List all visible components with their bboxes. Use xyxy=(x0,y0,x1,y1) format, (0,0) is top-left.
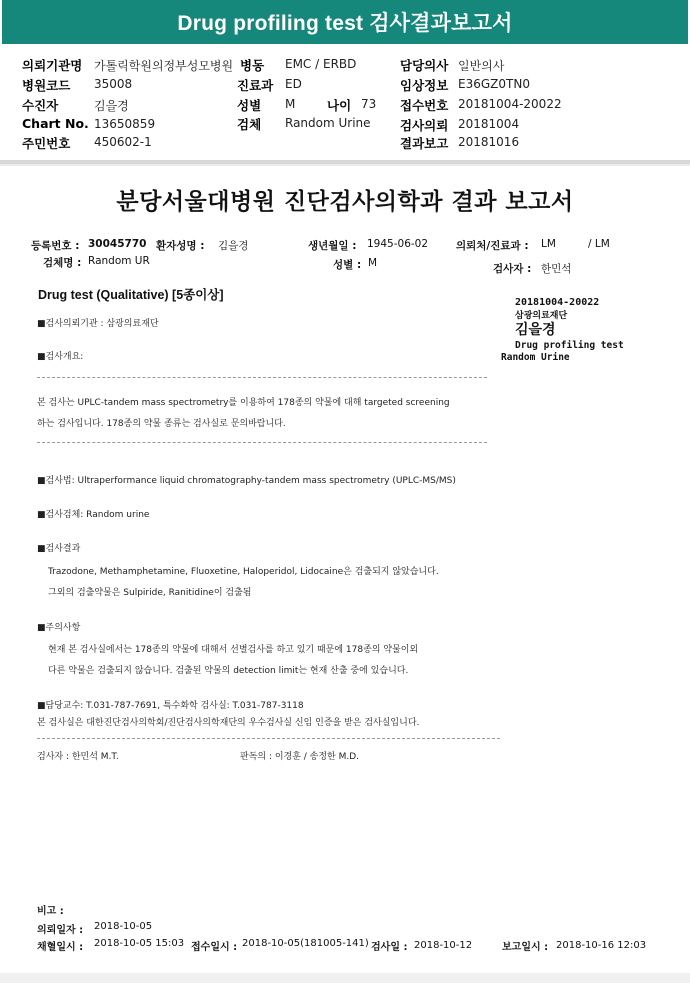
overview-heading: ■검사개요: xyxy=(37,352,84,362)
sex-label: 성별 xyxy=(237,98,262,113)
department-label: 진료과 xyxy=(237,78,274,93)
section-title: Drug test (Qualitative) [5종이상] xyxy=(38,288,224,302)
resident-no-label: 주민번호 xyxy=(22,136,71,151)
result-line-2: 그외의 검출약물은 Sulpiride, Ranitidine이 검출됨 xyxy=(48,588,252,598)
patient-name-label: 수진자 xyxy=(22,98,59,113)
doctor-label: 담당의사 xyxy=(400,58,449,73)
dashed-rule xyxy=(37,738,500,739)
bottom-strip xyxy=(0,973,690,983)
test-date-value: 2018-10-12 xyxy=(414,940,473,951)
specimen-name-label: 검체명 : xyxy=(43,257,82,269)
dob-label: 생년월일 : xyxy=(308,240,357,252)
clinical-info-label: 임상정보 xyxy=(400,78,449,93)
report-date-label: 결과보고 xyxy=(400,136,449,151)
notice-heading: ■주의사항 xyxy=(37,623,81,633)
signer-examiner: 검사자 : 한민석 M.T. xyxy=(37,752,119,762)
page-title: Drug profiling test 검사결과보고서 xyxy=(177,12,513,35)
patient-name-label-2: 환자성명 : xyxy=(156,240,205,252)
request-date-label: 검사의뢰 xyxy=(400,118,449,133)
sample-label: 검체 xyxy=(237,117,262,132)
specimen-sticker xyxy=(501,292,655,370)
notice-line-2: 다른 약물은 검출되지 않습니다. 검출된 약물의 detection limit는 현재 산출 중에 있습니다. xyxy=(48,666,409,676)
note-label: 비고 : xyxy=(37,906,64,917)
result-line-1: Trazodone, Methamphetamine, Fluoxetine, Haloperidol, Lidocaine은 검출되지 않았습니다. xyxy=(48,567,439,577)
method-line: ■검사법: Ultraperformance liquid chromatography-tandem mass spectrometry (UPLC-MS/MS) xyxy=(37,476,456,486)
dashed-rule xyxy=(37,377,487,378)
sticker-specimen: Random Urine xyxy=(501,352,570,363)
receipt-no-value: 20181004-20022 xyxy=(458,97,562,111)
age-value: 73 xyxy=(361,97,377,111)
sex-value-2: M xyxy=(368,257,378,269)
agency-value: 가톨릭학원의정부성모병원 xyxy=(94,59,234,73)
chart-no-label: Chart No. xyxy=(22,116,89,131)
contact-line: ■담당교수: T.031-787-7691, 특수화학 검사실: T.031-787-3118 xyxy=(37,701,304,711)
report-datetime-label: 보고일시 : xyxy=(502,942,549,953)
dob-value: 1945-06-02 xyxy=(367,238,429,250)
chart-no-value: 13650859 xyxy=(94,117,156,131)
test-date-label: 검사일 : xyxy=(371,942,408,953)
sticker-patient-name: 김을경 xyxy=(515,322,556,338)
referrer-value: LM xyxy=(541,238,556,250)
sex-label-2: 성별 : xyxy=(333,259,362,271)
report-title: 분당서울대병원 진단검사의학과 결과 보고서 xyxy=(116,189,574,215)
reg-no-label: 등록번호 : xyxy=(31,240,80,252)
department-value: ED xyxy=(285,77,302,91)
agency-line: ■검사의뢰기관 : 삼광의료재단 xyxy=(37,319,159,329)
request-date-value: 20181004 xyxy=(458,117,520,131)
overview-line-2: 하는 검사입니다. 178종의 약물 종류는 검사실로 문의바랍니다. xyxy=(37,419,286,429)
request-date-label-2: 의뢰일자 : xyxy=(37,925,84,936)
receipt-no-label: 접수번호 xyxy=(400,98,449,113)
collect-label: 채혈일시 : xyxy=(37,942,84,953)
notice-line-1: 현재 본 검사실에서는 178종의 약물에 대해서 선별검사를 하고 있기 때문에 178종의 약물이외 xyxy=(48,645,419,655)
clinical-info-value: E36GZ0TN0 xyxy=(458,77,530,91)
specimen-line: ■검사검체: Random urine xyxy=(37,510,150,520)
referrer-label: 의뢰처/진료과 : xyxy=(456,240,529,252)
sample-value: Random Urine xyxy=(285,116,371,130)
doctor-value: 일반의사 xyxy=(458,59,505,73)
referrer-value-2: / LM xyxy=(588,238,610,250)
signer-reader: 판독의 : 이경훈 / 송정한 M.D. xyxy=(240,752,360,762)
examiner-value: 한민석 xyxy=(541,263,572,275)
ward-value: EMC / ERBD xyxy=(285,57,357,71)
sticker-test-name: Drug profiling test xyxy=(515,340,624,351)
specimen-name-value: Random UR xyxy=(88,255,150,267)
receipt-datetime-label: 접수일시 : xyxy=(191,942,238,953)
dashed-rule xyxy=(37,442,487,443)
sex-value: M xyxy=(285,97,296,111)
collect-value: 2018-10-05 15:03 xyxy=(94,938,185,949)
hospital-code-value: 35008 xyxy=(94,77,133,91)
agency-label: 의뢰기관명 xyxy=(22,58,83,73)
patient-name-value: 김을경 xyxy=(94,99,129,113)
result-heading: ■검사결과 xyxy=(37,544,81,554)
patient-name-value-2: 김을경 xyxy=(218,240,249,252)
sticker-agency: 삼광의료재단 xyxy=(515,311,568,321)
ward-label: 병동 xyxy=(240,58,265,73)
report-date-value: 20181016 xyxy=(458,135,520,149)
request-date-value-2: 2018-10-05 xyxy=(94,921,153,932)
overview-line-1: 본 검사는 UPLC-tandem mass spectrometry를 이용하여 178종의 약물에 대해 targeted screening xyxy=(37,398,450,408)
divider xyxy=(0,164,690,166)
receipt-datetime-value: 2018-10-05(181005-141) xyxy=(242,938,369,949)
certification-line: 본 검사실은 대한진단검사의학회/진단검사의학재단의 우수검사실 신임 인증을 받은 검사실입니다. xyxy=(37,718,420,728)
title-bar xyxy=(2,0,688,44)
examiner-label: 검사자 : xyxy=(493,263,532,275)
sticker-receipt-no: 20181004-20022 xyxy=(515,297,600,308)
resident-no-value: 450602-1 xyxy=(94,135,152,149)
hospital-code-label: 병원코드 xyxy=(22,78,71,93)
reg-no-value: 30045770 xyxy=(88,238,147,250)
age-label: 나이 xyxy=(327,98,352,113)
report-datetime-value: 2018-10-16 12:03 xyxy=(556,940,647,951)
